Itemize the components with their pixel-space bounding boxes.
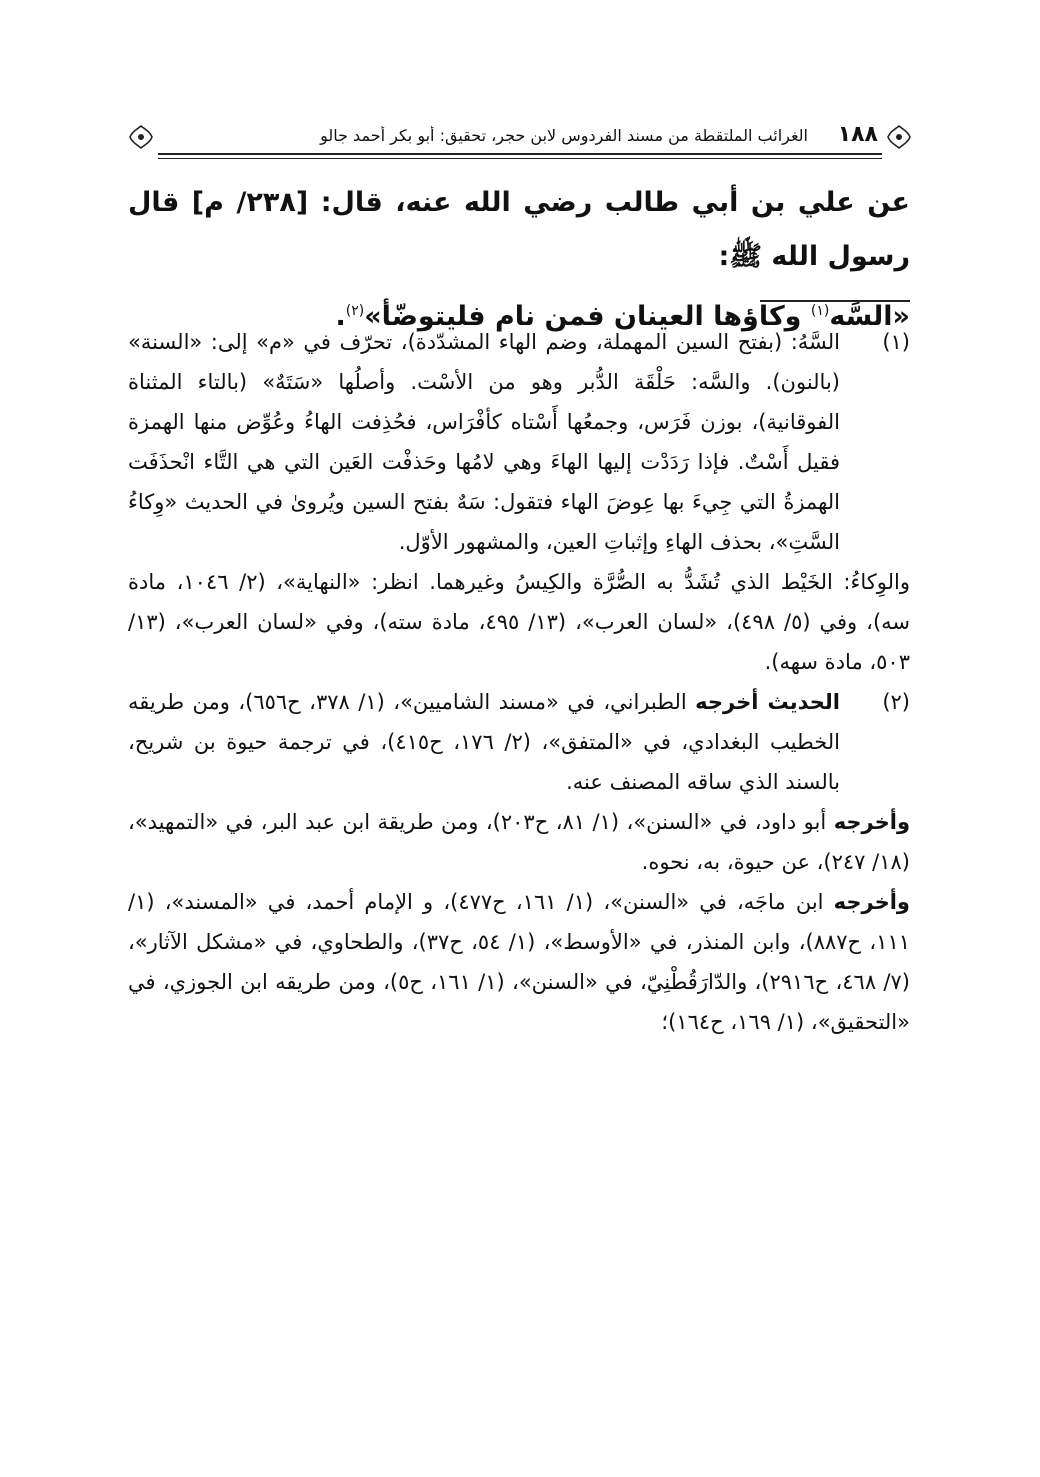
page-number: ١٨٨ <box>837 122 878 147</box>
running-title: الغرائب الملتقطة من مسند الفردوس لابن حجر، تحقيق: أبو بكر أحمد جالو <box>320 126 808 145</box>
hadith-text-part: «السَّه <box>829 301 910 332</box>
running-header <box>128 120 912 156</box>
bold-lead: وأخرجه <box>833 890 910 914</box>
footnote-ref: (١) <box>810 303 830 319</box>
ornament-icon <box>886 124 912 150</box>
footnote-paragraph: وأخرجه أبو داود، في «السنن»، (١/ ٨١، ح٢٠٣)، ومن طريقة ابن عبد البر، في «التمهيد»، (١٨/ ٢٤٧)، عن حيوة، به، نحوه. <box>128 810 911 874</box>
footnote-1 <box>128 322 910 682</box>
footnote-paragraph: والوِكاءُ: الخَيْط الذي تُشَدُّ به الصُّرَّة والكِيسُ وغيرهما. انظر: «النهاية»، (٢/ ١٠٤٦، مادة سه)، وفي (٥/ ٤٩٨)، «لسان العرب»، (١٣/ ٤٩٥، مادة سته)، وفي «لسان العرب»، (١٣/ ٥٠٣، مادة سهه). <box>128 570 910 674</box>
hadith-text-part: . <box>335 301 346 332</box>
hadith-text-part: وكاؤها العينان فمن نام فليتوضّأ» <box>364 301 811 332</box>
bold-lead: الحديث أخرجه <box>695 690 840 714</box>
ornament-icon <box>128 124 154 150</box>
footnotes <box>128 322 910 1042</box>
footnote-number: (٢) <box>882 690 910 714</box>
footnote-separator <box>760 300 910 302</box>
footnote-number: (١) <box>882 330 910 354</box>
footnote-paragraph: الحديث أخرجه الطبراني، في «مسند الشاميين»، (١/ ٣٧٨، ح٦٥٦)، ومن طريقه الخطيب البغدادي، في «المتفق»، (٢/ ١٧٦، ح٤١٥)، في ترجمة حيوة بن شريح، بالسند الذي ساقه المصنف عنه. <box>128 690 840 794</box>
hadith-line: عن علي بن أبي طالب رضي الله عنه، قال: [٢٣٨/ م] قال رسول الله ﷺ: <box>128 187 910 272</box>
bold-lead: وأخرجه <box>833 810 911 834</box>
header-rule <box>158 153 882 155</box>
footnote-paragraph: السَّهُ: (بفتح السين المهملة، وضم الهاء المشدّدة)، تحرّف في «م» إلى: «السنة» (بالنون). والسَّه: حَلْقَة الدُّبر وهو من الأسْت. وأصلُها «سَتَهٌ» (بالتاء المثناة الفوقانية)، بوزن فَرَس، وجمعُها أَسْتاه كأفْرَاس، فحُذِفت الهاءُ وعُوِّض منها الهمزة فقيل أَسْتٌ. فإذا رَدَدْت إليها الهاءَ وهي لامُها وحَذفْت العَين التي هي التَّاء انْحذَفَت الهمزةُ التي جِيءَ بها عِوضَ الهاء فتقول: سَهٌ بفتح السين ويُروىٰ في الحديث «وِكاءُ السَّتِ»، بحذف الهاءِ وإثباتِ العين، والمشهور الأوّل. <box>128 330 840 554</box>
footnote-ref: (٢) <box>345 303 365 319</box>
header-rule <box>158 158 882 159</box>
footnote-2 <box>128 682 910 1042</box>
footnote-paragraph: وأخرجه ابن ماجَه، في «السنن»، (١/ ١٦١، ح٤٧٧)، و الإمام أحمد، في «المسند»، (١/ ١١١، ح٨٨٧)، وابن المنذر، في «الأوسط»، (١/ ٥٤، ح٣٧)، والطحاوي، في «مشكل الآثار»، (٧/ ٤٦٨، ح٢٩١٦)، والدّارَقُطْنِيّ، في «السنن»، (١/ ١٦١، ح٥)، ومن طريقه ابن الجوزي، في «التحقيق»، (١/ ١٦٩، ح١٦٤)؛ <box>128 890 911 1034</box>
hadith-text <box>128 176 910 344</box>
